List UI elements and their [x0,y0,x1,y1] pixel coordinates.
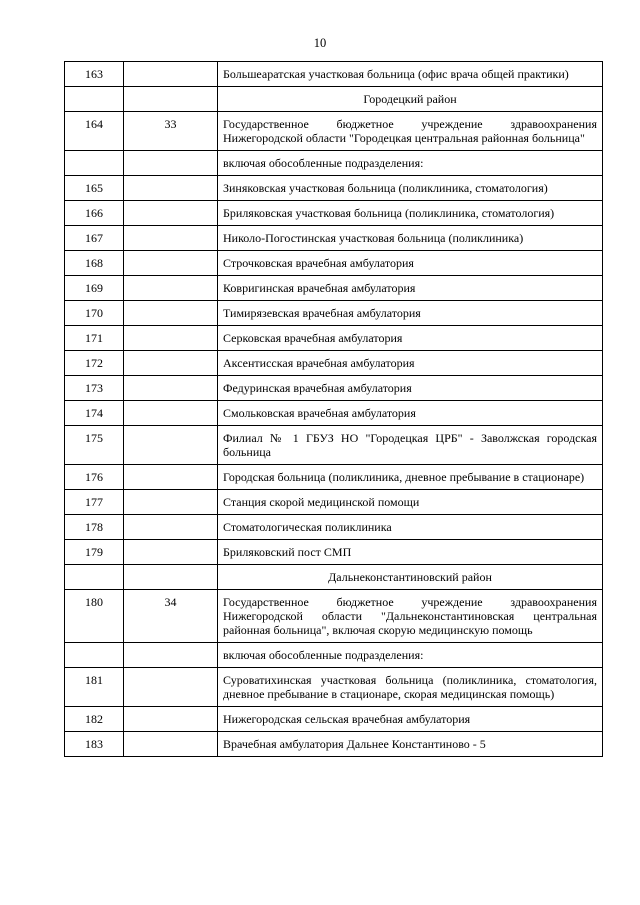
table-row [65,326,603,351]
facility-name: Станция скорой медицинской помощи [218,490,603,515]
row-number: 180 [65,590,124,643]
facility-name: Городская больница (поликлиника, дневное пребывание в стационаре) [218,465,603,490]
facility-name: Государственное бюджетное учреждение здравоохранения Нижегородской области "Дальнеконстантиновская центральная районная больница", включая скорую медицинскую помощь [218,590,603,643]
registry-number [124,276,218,301]
row-number: 182 [65,707,124,732]
facility-name: Государственное бюджетное учреждение здравоохранения Нижегородской области "Городецкая центральная районная больница" [218,112,603,151]
table-row [65,62,603,87]
row-number: 177 [65,490,124,515]
row-number: 164 [65,112,124,151]
table-row [65,151,603,176]
facility-name: Ковригинская врачебная амбулатория [218,276,603,301]
table-row [65,176,603,201]
row-number: 169 [65,276,124,301]
registry-number [124,490,218,515]
table-row [65,226,603,251]
registry-number [124,426,218,465]
registry-number [124,176,218,201]
row-number: 172 [65,351,124,376]
table-row [65,465,603,490]
section-heading: Дальнеконстантиновский район [218,565,603,590]
row-number: 183 [65,732,124,757]
row-number: 163 [65,62,124,87]
section-row [65,87,603,112]
facility-name: Зиняковская участковая больница (поликлиника, стоматология) [218,176,603,201]
table-row [65,351,603,376]
facility-name: Тимирязевская врачебная амбулатория [218,301,603,326]
section-row [65,565,603,590]
table-body [65,62,603,757]
table-row [65,668,603,707]
facility-name: Суроватихинская участковая больница (поликлиника, стоматология, дневное пребывание в стационаре, скорая медицинская помощь) [218,668,603,707]
registry-number [124,151,218,176]
registry-number [124,326,218,351]
registry-number [124,465,218,490]
num-cell [65,565,124,590]
facility-name: Николо-Погостинская участковая больница (поликлиника) [218,226,603,251]
registry-number [124,401,218,426]
table-row [65,643,603,668]
row-number: 171 [65,326,124,351]
row-number [65,643,124,668]
table-row [65,251,603,276]
registry-number [124,540,218,565]
facility-name: Строчковская врачебная амбулатория [218,251,603,276]
reg-cell [124,565,218,590]
row-number: 168 [65,251,124,276]
table-row [65,540,603,565]
registry-number [124,226,218,251]
facility-name: Аксентисская врачебная амбулатория [218,351,603,376]
registry-number [124,668,218,707]
row-number: 181 [65,668,124,707]
registry-number [124,643,218,668]
table-row [65,301,603,326]
row-number: 175 [65,426,124,465]
table-row [65,112,603,151]
row-number: 167 [65,226,124,251]
registry-number [124,707,218,732]
table-row [65,276,603,301]
section-heading: Городецкий район [218,87,603,112]
table-row [65,590,603,643]
row-number: 174 [65,401,124,426]
registry-number [124,515,218,540]
facility-name: включая обособленные подразделения: [218,151,603,176]
facility-name: Стоматологическая поликлиника [218,515,603,540]
facility-name: Бриляковский пост СМП [218,540,603,565]
facility-name: Смольковская врачебная амбулатория [218,401,603,426]
table-row [65,401,603,426]
facility-name: Филиал № 1 ГБУЗ НО "Городецкая ЦРБ" - Заволжская городская больница [218,426,603,465]
facility-name: Врачебная амбулатория Дальнее Константиново - 5 [218,732,603,757]
row-number: 166 [65,201,124,226]
registry-number [124,201,218,226]
page-number: 10 [313,36,327,50]
facility-name: включая обособленные подразделения: [218,643,603,668]
row-number: 170 [65,301,124,326]
facility-name: Федуринская врачебная амбулатория [218,376,603,401]
table-row [65,732,603,757]
table-row [65,515,603,540]
registry-number [124,62,218,87]
row-number: 165 [65,176,124,201]
facility-name: Нижегородская сельская врачебная амбулатория [218,707,603,732]
table-row [65,201,603,226]
registry-number [124,732,218,757]
facility-name: Большеаратская участковая больница (офис врача общей практики) [218,62,603,87]
facility-name: Бриляковская участковая больница (поликлиника, стоматология) [218,201,603,226]
row-number: 173 [65,376,124,401]
row-number: 178 [65,515,124,540]
registry-number [124,301,218,326]
registry-number: 34 [124,590,218,643]
facility-name: Серковская врачебная амбулатория [218,326,603,351]
table-row [65,490,603,515]
table-row [65,426,603,465]
registry-number [124,251,218,276]
table-row [65,707,603,732]
facilities-table [64,61,603,757]
num-cell [65,87,124,112]
registry-number [124,376,218,401]
registry-number [124,351,218,376]
registry-number: 33 [124,112,218,151]
row-number: 176 [65,465,124,490]
table-row [65,376,603,401]
row-number: 179 [65,540,124,565]
row-number [65,151,124,176]
reg-cell [124,87,218,112]
